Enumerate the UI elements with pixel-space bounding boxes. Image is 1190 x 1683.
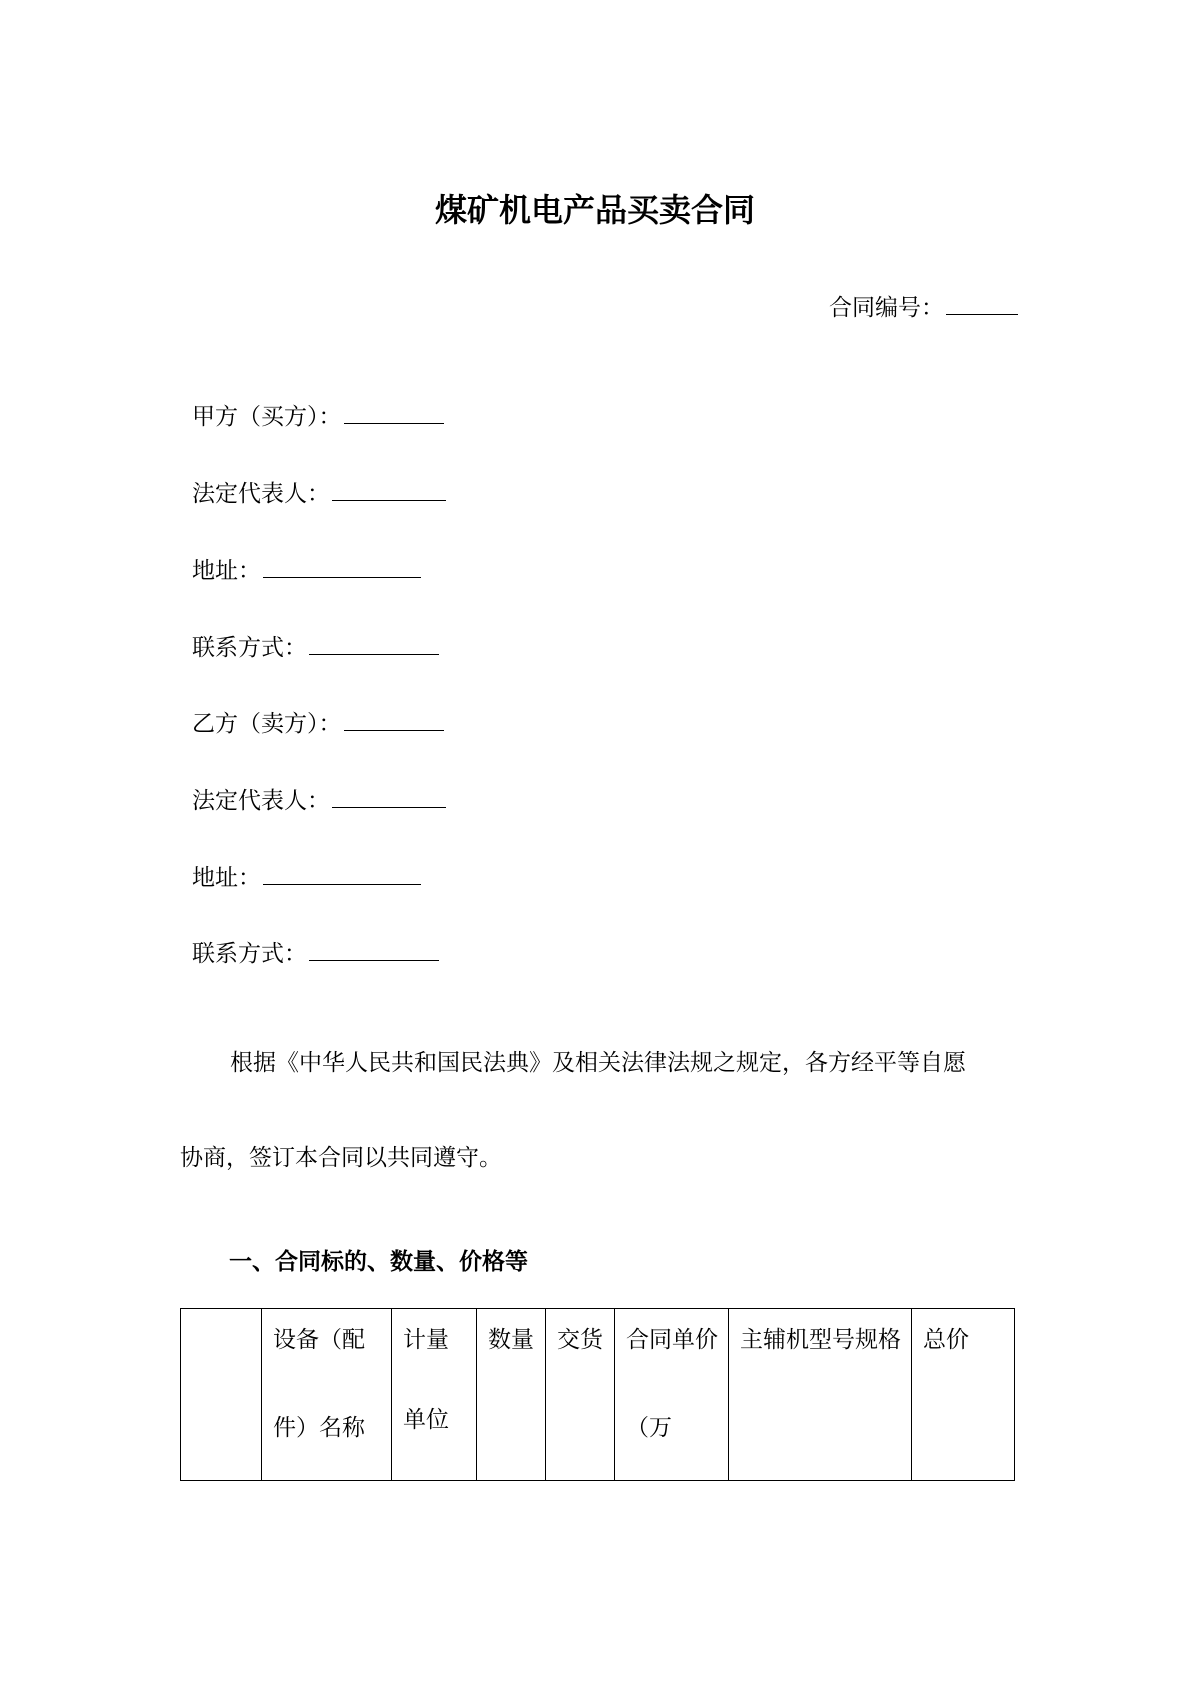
party-a-rep-blank[interactable] (332, 478, 446, 501)
contract-number-label: 合同编号： (829, 295, 944, 321)
party-a-rep-line (192, 478, 446, 509)
table-header-cell: 主辅机型号规格 (729, 1309, 912, 1481)
party-a-address-label: 地址： (192, 558, 261, 584)
party-a-name-blank[interactable] (344, 401, 444, 424)
table-header-cell: 总价 (912, 1309, 1015, 1481)
party-b-rep-label: 法定代表人： (192, 788, 330, 814)
goods-table (180, 1308, 1015, 1481)
party-a-address-line (192, 555, 421, 586)
party-b-contact-line (192, 938, 439, 969)
party-a-name-label: 甲方（买方）： (192, 404, 342, 430)
party-a-contact-blank[interactable] (309, 632, 439, 655)
table-header-cell (181, 1309, 262, 1481)
party-b-contact-label: 联系方式： (192, 941, 307, 967)
table-header-row (181, 1309, 1015, 1481)
document-title: 煤矿机电产品买卖合同 (434, 191, 755, 229)
party-a-address-blank[interactable] (263, 555, 421, 578)
party-a-rep-label: 法定代表人： (192, 481, 330, 507)
preamble-line-1: 根据《中华人民共和国民法典》及相关法律法规之规定，各方经平等自愿 (230, 1050, 966, 1076)
table-header-cell: 合同单价（万 (615, 1309, 729, 1481)
party-b-rep-blank[interactable] (332, 785, 446, 808)
party-a-contact-line (192, 632, 439, 663)
party-a-contact-label: 联系方式： (192, 635, 307, 661)
contract-number-blank[interactable] (946, 292, 1018, 315)
table-header-cell: 计量单位 (392, 1309, 477, 1481)
party-b-rep-line (192, 785, 446, 816)
section-1-heading: 一、合同标的、数量、价格等 (229, 1249, 528, 1275)
party-b-address-blank[interactable] (263, 862, 421, 885)
party-b-address-label: 地址： (192, 865, 261, 891)
party-a-name-line (192, 401, 444, 432)
party-b-name-label: 乙方（卖方）： (192, 711, 342, 737)
party-b-contact-blank[interactable] (309, 938, 439, 961)
contract-number-line (829, 292, 1018, 323)
preamble-line-2: 协商，签订本合同以共同遵守。 (180, 1145, 502, 1171)
table-header-cell: 交货 (546, 1309, 615, 1481)
table-header-cell: 数量 (477, 1309, 546, 1481)
table-header-cell: 设备（配件）名称 (262, 1309, 392, 1481)
party-b-name-line (192, 708, 444, 739)
party-b-address-line (192, 862, 421, 893)
party-b-name-blank[interactable] (344, 708, 444, 731)
